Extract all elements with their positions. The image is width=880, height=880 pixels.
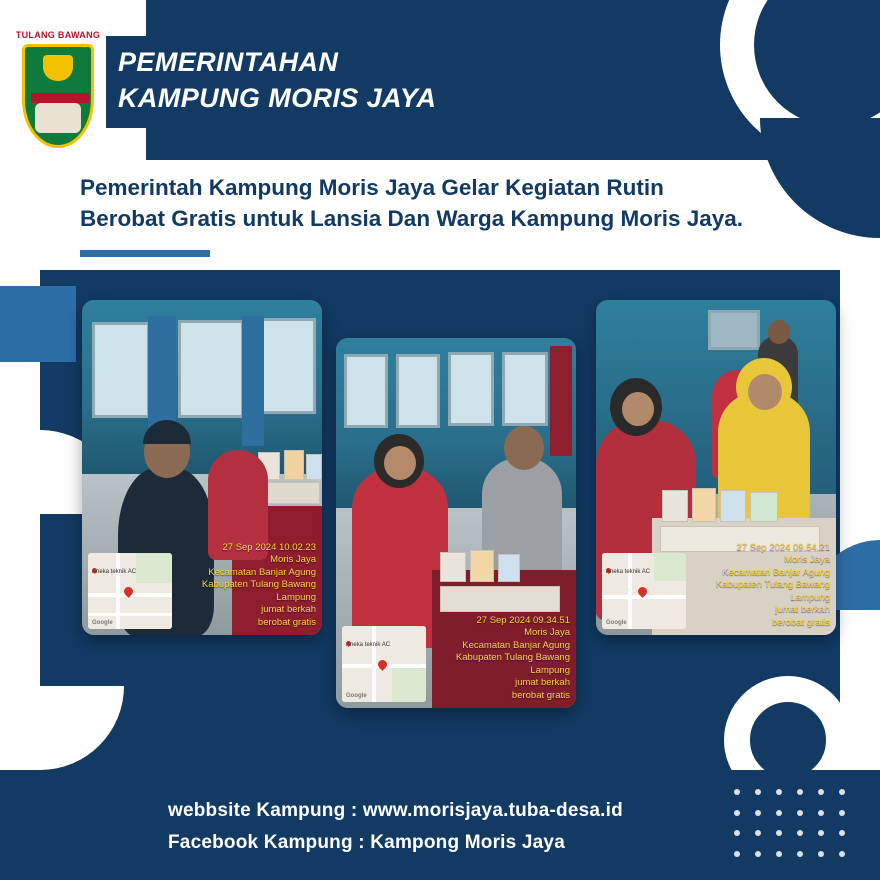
middle-panel-right-margin xyxy=(840,270,880,770)
shield-icon xyxy=(22,44,94,148)
photo3-stamp-province: Lampung xyxy=(790,591,830,603)
photo2-window-1 xyxy=(344,354,388,428)
photo3-window xyxy=(708,310,760,350)
photo1-window-mid xyxy=(178,320,244,418)
photo2-window-3 xyxy=(448,352,494,426)
photo3-medicine-box-2 xyxy=(692,488,716,522)
divider xyxy=(80,250,210,257)
photo2-stamp-district: Kecamatan Banjar Agung xyxy=(462,639,570,651)
photo1-medicine-tray xyxy=(260,482,320,504)
photo-berobat-3 xyxy=(596,300,836,635)
header-line-1: PEMERINTAHAN xyxy=(118,47,339,77)
photo1-map-watermark: Google xyxy=(92,620,113,626)
decor-square-left xyxy=(0,286,76,362)
shield-band xyxy=(31,93,89,103)
photo3-stamp-datetime: 27 Sep 2024 09.54.21 xyxy=(736,541,830,553)
photo2-curtain xyxy=(550,346,572,456)
announcement-text xyxy=(80,172,820,234)
photo1-curtain-2 xyxy=(242,316,264,446)
photo1-stamp-datetime: 27 Sep 2024 10.02.23 xyxy=(222,541,316,553)
photo3-medicine-box-4 xyxy=(750,492,778,522)
logo-label: TULANG BAWANG xyxy=(15,30,101,40)
photo1-stamp-note1: jumat berkah xyxy=(261,604,316,615)
photo-berobat-1 xyxy=(82,300,322,635)
photo2-stamp-note2: berobat gratis xyxy=(511,689,570,701)
photo1-medicine-box-3 xyxy=(306,454,322,480)
photo1-stamp-province: Lampung xyxy=(276,591,316,603)
photo2-medicine-tray xyxy=(440,586,560,612)
photo2-stamp-note1: jumat berkah xyxy=(515,677,570,688)
photo1-map-label: Aneka teknik AC xyxy=(92,569,137,575)
photo-berobat-2 xyxy=(336,338,576,708)
photo3-stamp-note1: jumat berkah xyxy=(775,604,830,615)
photo3-patient-face xyxy=(748,374,782,410)
photo2-patient-head xyxy=(504,426,544,470)
header-line-2: KAMPUNG MORIS JAYA xyxy=(118,83,437,113)
photo2-stamp-village: Moris Jaya xyxy=(524,627,570,638)
photo3-stamp-regency: Kabupaten Tulang Bawang xyxy=(715,579,830,590)
photo1-stamp-village: Moris Jaya xyxy=(270,554,316,565)
photo1-stamp-regency: Kabupaten Tulang Bawang xyxy=(201,579,316,590)
photo2-stamp-regency: Kabupaten Tulang Bawang xyxy=(455,652,570,663)
photo2-geotag-stamp xyxy=(442,615,570,703)
photo1-map-thumbnail xyxy=(88,553,172,629)
photo2-stamp-province: Lampung xyxy=(530,664,570,676)
photo3-health-worker-face xyxy=(622,392,654,426)
photo2-map-label: Aneka teknik AC xyxy=(346,642,391,648)
announcement-line-2: Berobat Gratis untuk Lansia Dan Warga Kampung Moris Jaya. xyxy=(80,206,744,231)
announcement-line-1: Pemerintah Kampung Moris Jaya Gelar Kegiatan Rutin xyxy=(80,175,664,200)
footer xyxy=(0,770,880,880)
regency-logo xyxy=(14,30,102,160)
page-title xyxy=(118,44,508,116)
photo2-map-watermark: Google xyxy=(346,693,367,699)
photo2-medicine-box-3 xyxy=(498,554,520,582)
photo1-stamp-note2: berobat gratis xyxy=(257,616,316,628)
photo3-stamp-district: Kecamatan Banjar Agung xyxy=(722,566,830,578)
photo3-map-watermark: Google xyxy=(606,620,627,626)
photo1-window-left xyxy=(92,322,150,418)
footer-facebook: Facebook Kampung : Kampong Moris Jaya xyxy=(168,832,565,853)
photo3-medicine-box-1 xyxy=(662,490,688,522)
photo2-window-4 xyxy=(502,352,548,426)
photo1-stamp-district: Kecamatan Banjar Agung xyxy=(208,566,316,578)
decor-notch-left-fill xyxy=(0,430,42,514)
photo2-stamp-datetime: 27 Sep 2024 09.34.51 xyxy=(476,614,570,626)
photo1-window-right xyxy=(260,318,316,414)
photo3-stamp-note2: berobat gratis xyxy=(771,616,830,628)
photo1-medicine-box-2 xyxy=(284,450,304,480)
photo3-map-thumbnail xyxy=(602,553,686,629)
photo1-geotag-stamp xyxy=(188,542,316,630)
photo2-window-2 xyxy=(396,354,440,428)
photo3-standing-person-head xyxy=(768,320,790,344)
photo3-geotag-stamp xyxy=(702,542,830,630)
photo2-medicine-box-2 xyxy=(470,550,494,582)
photo3-medicine-box-3 xyxy=(720,490,746,522)
footer-website: webbsite Kampung : www.morisjaya.tuba-desa.id xyxy=(168,800,623,821)
photo3-stamp-village: Moris Jaya xyxy=(784,554,830,565)
photo3-map-label: Aneka teknik AC xyxy=(606,569,651,575)
photo2-health-worker-face xyxy=(384,446,416,480)
photo2-map-thumbnail xyxy=(342,626,426,702)
photo2-medicine-box-1 xyxy=(440,552,466,582)
